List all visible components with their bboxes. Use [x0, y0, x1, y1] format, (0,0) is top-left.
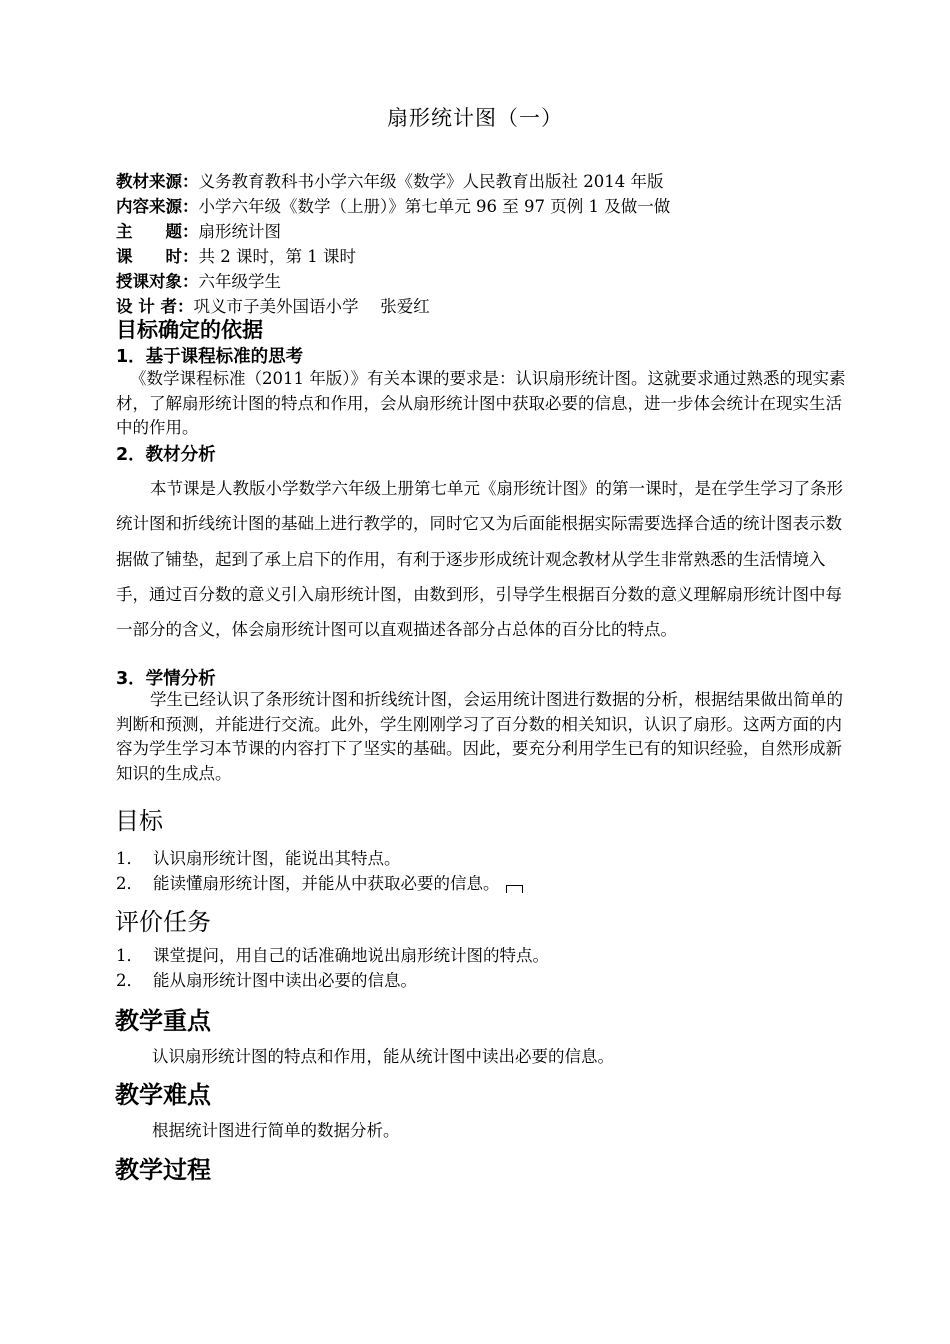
- meta-content-source: [116, 193, 670, 217]
- evaluation-number: 2．: [116, 971, 143, 990]
- textbook-analysis-subheading: 2．教材分析: [116, 445, 216, 465]
- goal-text: 认识扇形统计图，能说出其特点。: [153, 849, 401, 868]
- meta-topic: [116, 218, 281, 242]
- meta-value: 小学六年级《数学（上册）》第七单元 96 至 97 页例 1 及做一做: [198, 197, 671, 216]
- goals-heading: 目标: [115, 807, 163, 835]
- meta-key: 主 题：: [116, 222, 199, 241]
- bracket-mark-icon: [506, 885, 523, 893]
- meta-key: 课 时：: [116, 247, 199, 266]
- key-point-text: 认识扇形统计图的特点和作用，能从统计图中读出必要的信息。: [152, 1047, 614, 1066]
- meta-key: 设 计 者：: [116, 297, 194, 316]
- goal-number: 1．: [116, 849, 143, 868]
- evaluation-text: 能从扇形统计图中读出必要的信息。: [153, 971, 417, 990]
- basis-heading: 目标确定的依据: [116, 318, 263, 342]
- difficulty-text: 根据统计图进行简单的数据分析。: [152, 1121, 400, 1140]
- meta-textbook-source: [116, 168, 663, 192]
- key-point-heading: 教学重点: [115, 1007, 211, 1035]
- meta-audience: [116, 268, 281, 292]
- meta-value: 六年级学生: [198, 272, 281, 291]
- meta-key: 内容来源：: [116, 197, 199, 216]
- goal-text: 能读懂扇形统计图，并能从中获取必要的信息。: [153, 874, 500, 893]
- meta-value: 巩义市子美外国语小学 张爱红: [193, 297, 430, 316]
- curriculum-standard-subheading: 1．基于课程标准的思考: [116, 347, 304, 367]
- meta-value: 共 2 课时，第 1 课时: [198, 247, 356, 266]
- goal-number: 2．: [116, 874, 143, 893]
- meta-key: 教材来源：: [116, 172, 199, 191]
- meta-key: 授课对象：: [116, 272, 199, 291]
- evaluation-number: 1．: [116, 946, 143, 965]
- difficulty-heading: 教学难点: [115, 1081, 211, 1109]
- student-analysis-subheading: 3．学情分析: [116, 669, 216, 689]
- meta-value: 扇形统计图: [198, 222, 281, 241]
- goal-item: [116, 845, 401, 869]
- goal-item: [116, 870, 523, 894]
- evaluation-item: [116, 967, 417, 991]
- document-title: 扇形统计图（一）: [387, 106, 563, 130]
- evaluation-text: 课堂提问，用自己的话准确地说出扇形统计图的特点。: [153, 946, 549, 965]
- textbook-analysis-paragraph: 本节课是人教版小学数学六年级上册第七单元《扇形统计图》的第一课时，是在学生学习了条形统计图和折线统计图的基础上进行教学的，同时它又为后面能根据实际需要选择合适的统计图表示数据做了铺垫，起到了承上启下的作用，有利于逐步形成统计观念教材从学生非常熟悉的生活情境入手，通过百分数的意义引入扇形统计图，由数到形，引导学生根据百分数的意义理解扇形统计图中每一部分的含义，体会扇形统计图可以直观描述各部分占总体的百分比的特点。: [116, 479, 843, 640]
- curriculum-standard-paragraph: 《数学课程标准（2011 年版）》有关本课的要求是：认识扇形统计图。这就要求通过熟悉的现实素材，了解扇形统计图的特点和作用，会从扇形统计图中获取必要的信息，进一步体会统计在现实生活中的作用。: [116, 369, 846, 437]
- evaluation-heading: 评价任务: [115, 908, 211, 936]
- student-analysis-paragraph: 学生已经认识了条形统计图和折线统计图，会运用统计图进行数据的分析，根据结果做出简单的判断和预测，并能进行交流。此外，学生刚刚学习了百分数的相关知识，认识了扇形。这两方面的内容为学生学习本节课的内容打下了坚实的基础。因此，要充分利用学生已有的知识经验，自然形成新知识的生成点。: [116, 690, 843, 783]
- meta-periods: [116, 243, 356, 267]
- process-heading: 教学过程: [115, 1156, 211, 1184]
- meta-value: 义务教育教科书小学六年级《数学》人民教育出版社 2014 年版: [198, 172, 664, 191]
- evaluation-item: [116, 942, 549, 966]
